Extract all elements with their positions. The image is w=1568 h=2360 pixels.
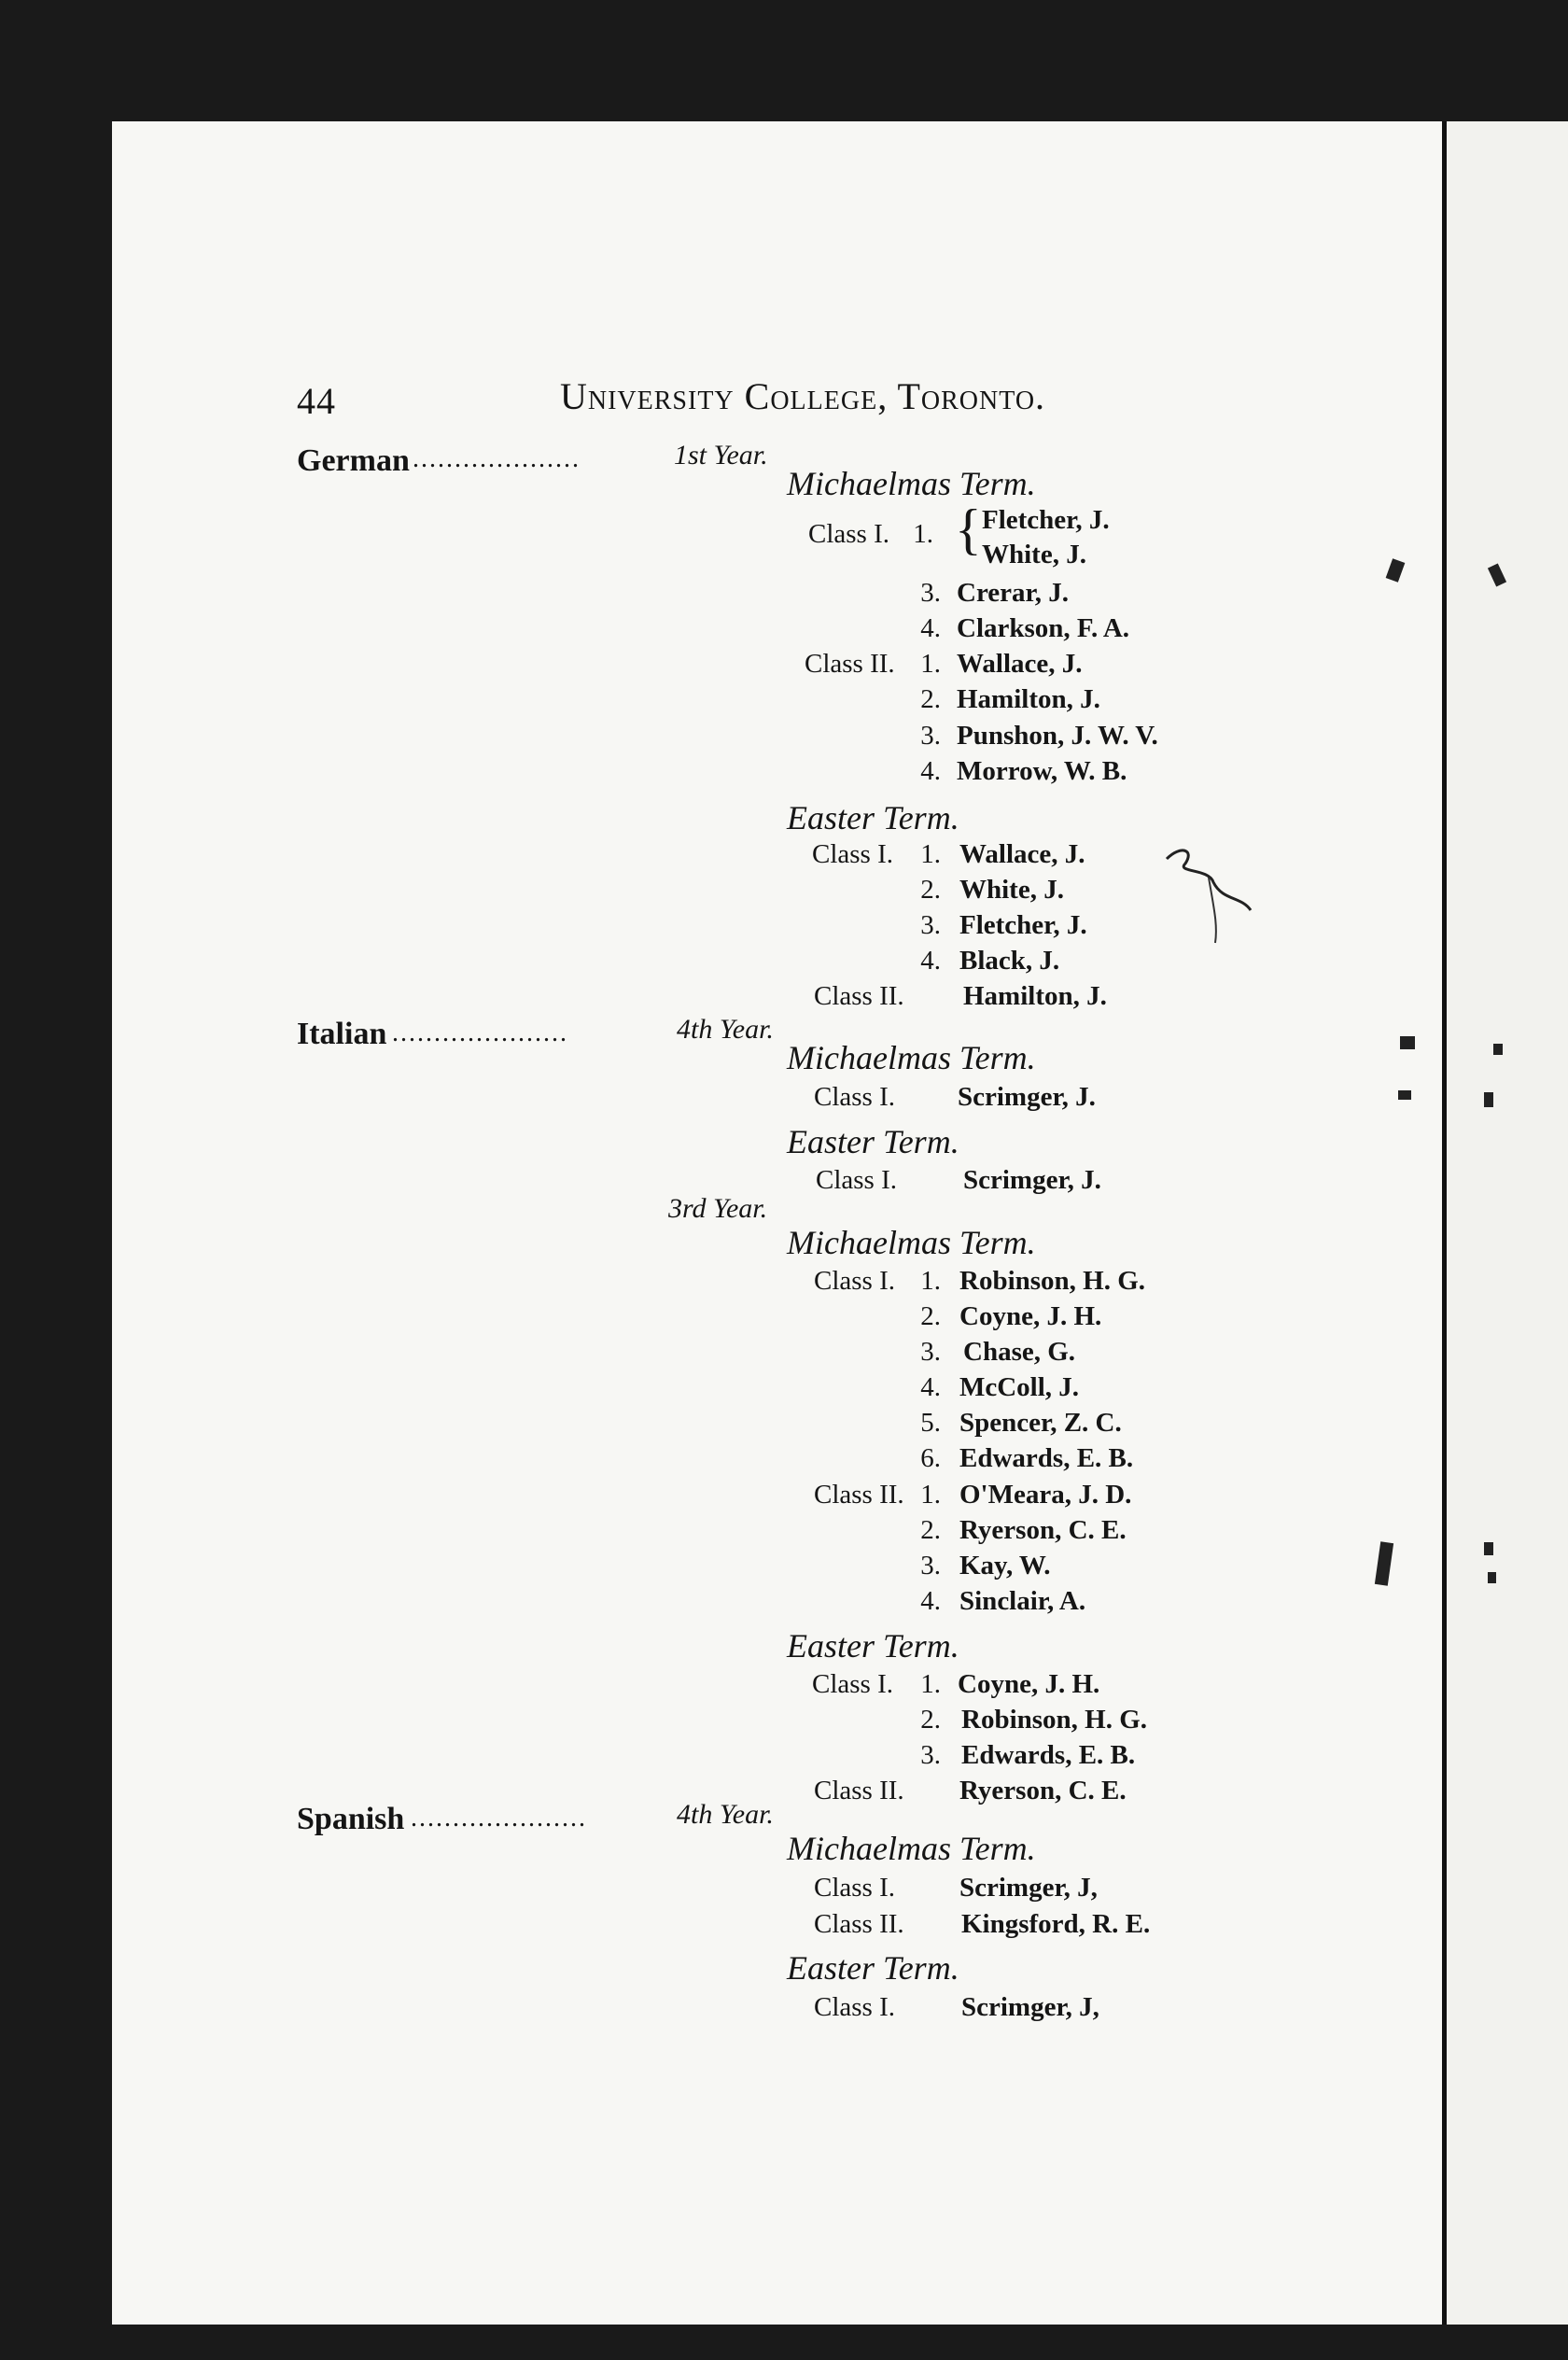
rank-number: 2. xyxy=(920,875,941,905)
student-name: Robinson, H. G. xyxy=(961,1705,1148,1735)
term-heading: Easter Term. xyxy=(787,1627,959,1665)
rank-number: 3. xyxy=(920,910,941,940)
rank-number: 3. xyxy=(920,1551,941,1580)
term-heading: Michaelmas Term. xyxy=(787,1039,1036,1076)
class-label: Class I. xyxy=(812,839,893,869)
speck xyxy=(1488,1572,1496,1583)
rank-number: 1. xyxy=(920,649,941,679)
student-name: Edwards, E. B. xyxy=(961,1740,1136,1770)
leader-dots: .................... xyxy=(413,444,581,473)
speck xyxy=(1398,1090,1411,1100)
class-label: Class II. xyxy=(814,981,904,1011)
class-label: Class II. xyxy=(805,649,895,679)
rank-number: 2. xyxy=(920,1301,941,1331)
class-label: Class I. xyxy=(814,1082,895,1112)
subject-german: German xyxy=(297,443,410,478)
student-name: Fletcher, J. xyxy=(982,505,1110,535)
rank-number: 2. xyxy=(920,684,941,714)
student-name: Hamilton, J. xyxy=(957,684,1100,714)
subject-spanish: Spanish xyxy=(297,1802,405,1836)
rank-number: 4. xyxy=(920,756,941,786)
term-heading: Easter Term. xyxy=(787,1123,959,1160)
subject-italian: Italian xyxy=(297,1017,387,1051)
rank-number: 1. xyxy=(920,1480,941,1510)
rank-number: 3. xyxy=(920,1740,941,1770)
student-name: Crerar, J. xyxy=(957,578,1069,608)
class-label: Class II. xyxy=(814,1909,904,1939)
class-label: Class I. xyxy=(814,1992,895,2022)
rank-number: 1. xyxy=(920,839,941,869)
student-name: Morrow, W. B. xyxy=(957,756,1127,786)
speck xyxy=(1484,1092,1493,1107)
year-label: 4th Year. xyxy=(677,1014,774,1045)
leader-dots: ..................... xyxy=(411,1804,587,1833)
student-name: Scrimger, J. xyxy=(963,1165,1101,1195)
student-name: White, J. xyxy=(982,540,1086,569)
rank-number: 1. xyxy=(920,1266,941,1296)
leader-dots: ..................... xyxy=(392,1018,568,1047)
class-label: Class I. xyxy=(808,519,889,549)
class-label: Class I. xyxy=(816,1165,897,1195)
term-heading: Michaelmas Term. xyxy=(787,465,1036,502)
student-name: Kingsford, R. E. xyxy=(961,1909,1151,1939)
student-name: McColl, J. xyxy=(959,1372,1080,1402)
term-heading: Easter Term. xyxy=(787,799,959,836)
student-name: Coyne, J. H. xyxy=(959,1301,1102,1331)
student-name: Scrimger, J, xyxy=(959,1873,1098,1903)
student-name: Edwards, E. B. xyxy=(959,1443,1134,1473)
rank-number: 1. xyxy=(913,519,933,549)
student-name: Scrimger, J, xyxy=(961,1992,1099,2022)
student-name: Clarkson, F. A. xyxy=(957,613,1130,643)
year-label: 4th Year. xyxy=(677,1799,774,1830)
student-name: Wallace, J. xyxy=(957,649,1083,679)
adjacent-page-edge xyxy=(1442,121,1568,2334)
class-label: Class I. xyxy=(812,1669,893,1699)
student-name: White, J. xyxy=(959,875,1064,905)
rank-number: 2. xyxy=(920,1515,941,1545)
class-label: Class II. xyxy=(814,1776,904,1805)
student-name: Spencer, Z. C. xyxy=(959,1408,1122,1438)
rank-number: 4. xyxy=(920,613,941,643)
student-name: Ryerson, C. E. xyxy=(959,1515,1127,1545)
year-label: 3rd Year. xyxy=(668,1193,768,1224)
year-label: 1st Year. xyxy=(674,440,768,471)
scan-border xyxy=(112,2325,1568,2360)
running-title: University College, Toronto. xyxy=(560,375,1046,417)
student-name: Hamilton, J. xyxy=(963,981,1107,1011)
student-name: Sinclair, A. xyxy=(959,1586,1086,1616)
speck xyxy=(1493,1044,1503,1055)
speck xyxy=(1484,1542,1493,1555)
rank-number: 3. xyxy=(920,578,941,608)
rank-number: 2. xyxy=(920,1705,941,1735)
term-heading: Easter Term. xyxy=(787,1949,959,1987)
student-name: Fletcher, J. xyxy=(959,910,1087,940)
class-label: Class I. xyxy=(814,1873,895,1903)
term-heading: Michaelmas Term. xyxy=(787,1224,1036,1261)
rank-number: 5. xyxy=(920,1408,941,1438)
rank-number: 4. xyxy=(920,1586,941,1616)
rank-number: 1. xyxy=(920,1669,941,1699)
student-name: Wallace, J. xyxy=(959,839,1085,869)
class-label: Class I. xyxy=(814,1266,895,1296)
rank-number: 3. xyxy=(920,721,941,751)
student-name: Chase, G. xyxy=(963,1337,1076,1367)
hair-stain xyxy=(1157,840,1269,952)
tie-brace: { xyxy=(955,499,982,560)
rank-number: 6. xyxy=(920,1443,941,1473)
student-name: Black, J. xyxy=(959,946,1060,976)
student-name: Scrimger, J. xyxy=(958,1082,1096,1112)
term-heading: Michaelmas Term. xyxy=(787,1830,1036,1867)
class-label: Class II. xyxy=(814,1480,904,1510)
student-name: O'Meara, J. D. xyxy=(959,1480,1132,1510)
student-name: Robinson, H. G. xyxy=(959,1266,1146,1296)
student-name: Punshon, J. W. V. xyxy=(957,721,1158,751)
rank-number: 3. xyxy=(920,1337,941,1367)
student-name: Coyne, J. H. xyxy=(958,1669,1100,1699)
speck xyxy=(1400,1036,1415,1049)
student-name: Kay, W. xyxy=(959,1551,1051,1580)
student-name: Ryerson, C. E. xyxy=(959,1776,1127,1805)
rank-number: 4. xyxy=(920,946,941,976)
page-number: 44 xyxy=(297,380,336,422)
rank-number: 4. xyxy=(920,1372,941,1402)
